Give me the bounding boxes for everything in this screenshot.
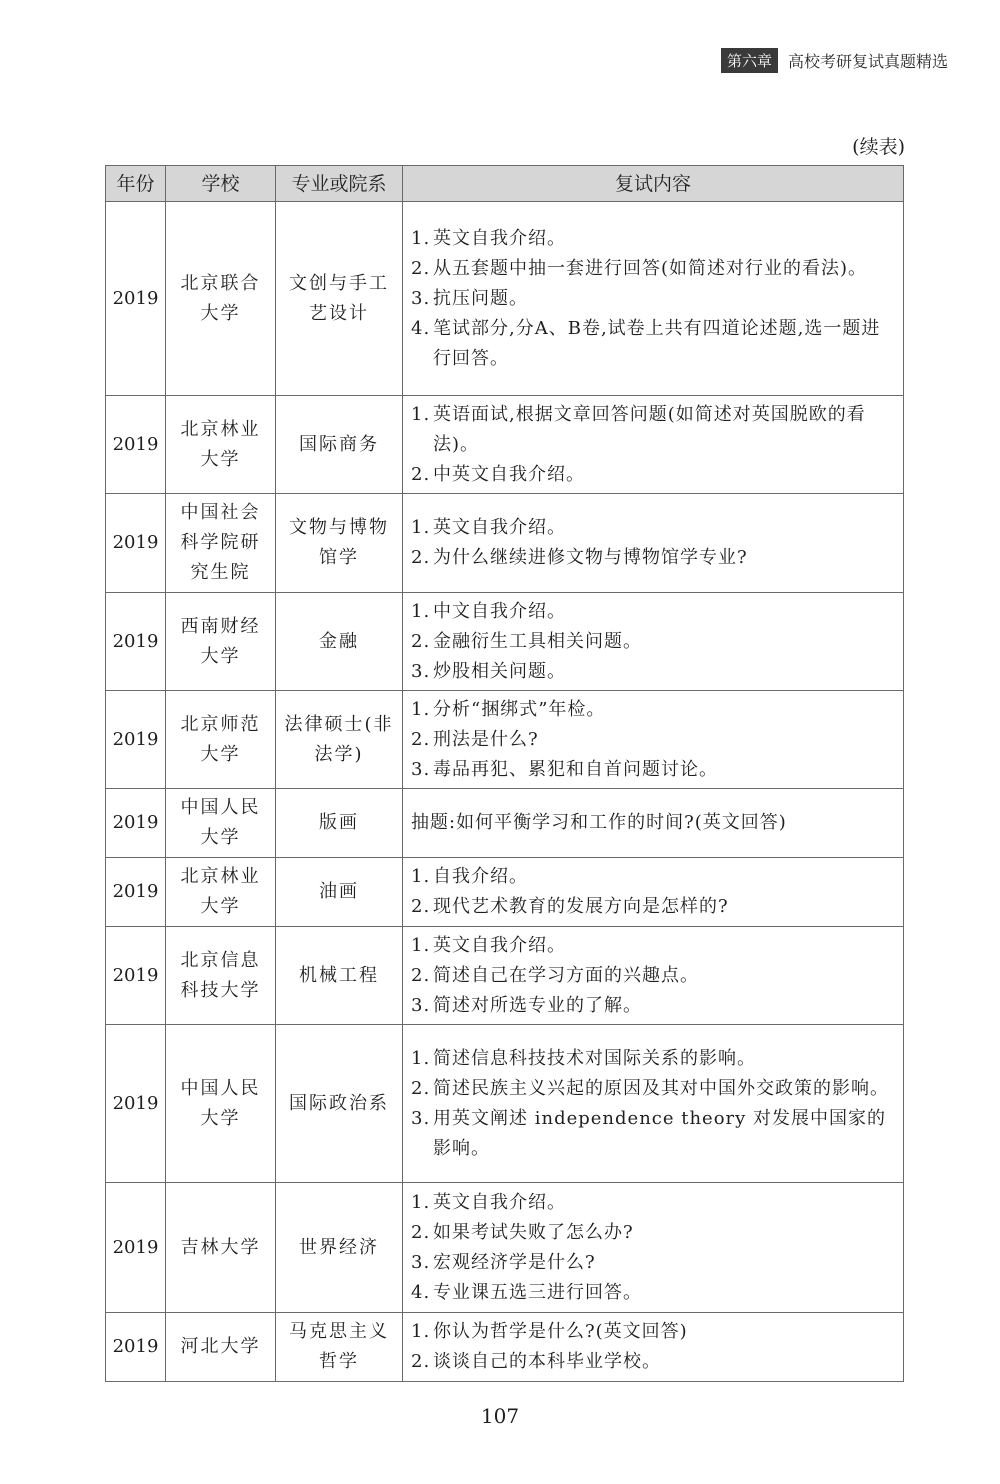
content-item	[411, 961, 895, 991]
year-cell: 2019	[106, 593, 166, 691]
item-number: 4.	[411, 1281, 431, 1303]
content-item	[411, 400, 895, 460]
year-cell: 2019	[106, 858, 166, 927]
table-row	[106, 858, 904, 927]
item-number: 1.	[411, 1191, 431, 1213]
major-cell: 机械工程	[276, 927, 403, 1025]
major-cell: 版画	[276, 789, 403, 858]
item-number: 4.	[411, 317, 431, 339]
item-text: 简述对所选专业的了解。	[433, 994, 642, 1016]
school-cell: 中国社会科学院研究生院	[166, 494, 276, 593]
content-cell	[403, 1025, 904, 1183]
table-row	[106, 494, 904, 593]
content-cell	[403, 858, 904, 927]
column-header-content: 复试内容	[403, 166, 904, 202]
content-item	[411, 314, 895, 374]
content-item	[411, 1278, 895, 1308]
item-text: 英文自我介绍。	[433, 934, 566, 956]
table-row	[106, 927, 904, 1025]
school-cell: 西南财经大学	[166, 593, 276, 691]
year-cell: 2019	[106, 1313, 166, 1382]
school-cell: 北京师范大学	[166, 691, 276, 789]
item-number: 1.	[411, 698, 431, 720]
item-number: 2.	[411, 1351, 431, 1372]
item-number: 3.	[411, 1251, 431, 1273]
content-cell	[403, 691, 904, 789]
major-cell: 金融	[276, 593, 403, 691]
year-cell: 2019	[106, 1183, 166, 1313]
header-title: 高校考研复试真题精选	[787, 52, 948, 71]
item-number: 3.	[411, 994, 431, 1016]
table-row	[106, 789, 904, 858]
content-item	[411, 627, 895, 657]
item-number: 2.	[411, 547, 431, 568]
column-header-year: 年份	[106, 166, 166, 202]
item-number: 1.	[411, 866, 431, 887]
year-cell: 2019	[106, 691, 166, 789]
item-number: 2.	[411, 1221, 431, 1243]
item-number: 3.	[411, 660, 431, 682]
content-cell	[403, 396, 904, 494]
content-item	[411, 284, 895, 314]
item-number: 2.	[411, 1077, 431, 1099]
content-cell	[403, 593, 904, 691]
item-number: 1.	[411, 517, 431, 538]
item-number: 2.	[411, 257, 431, 279]
item-number: 2.	[411, 896, 431, 917]
content-item	[411, 862, 895, 892]
content-item	[411, 513, 895, 543]
content-item	[411, 1347, 895, 1377]
item-text: 宏观经济学是什么?	[433, 1251, 596, 1273]
item-text: 专业课五选三进行回答。	[433, 1281, 642, 1303]
year-cell: 2019	[106, 494, 166, 593]
item-text: 刑法是什么?	[433, 728, 539, 750]
table-header-row	[106, 166, 904, 202]
major-cell: 国际政治系	[276, 1025, 403, 1183]
content-cell	[403, 1313, 904, 1382]
item-text: 中英文自我介绍。	[433, 463, 585, 485]
content-item	[411, 1044, 895, 1074]
major-cell: 文物与博物馆学	[276, 494, 403, 593]
item-text: 为什么继续进修文物与博物馆学专业?	[433, 547, 748, 568]
school-cell: 中国人民大学	[166, 1025, 276, 1183]
column-header-school: 学校	[166, 166, 276, 202]
content-item	[411, 1104, 895, 1164]
item-text: 从五套题中抽一套进行回答(如简述对行业的看法)。	[433, 257, 868, 279]
major-cell: 油画	[276, 858, 403, 927]
year-cell: 2019	[106, 927, 166, 1025]
item-text: 英文自我介绍。	[433, 517, 566, 538]
page-number: 107	[480, 1404, 520, 1428]
column-header-major: 专业或院系	[276, 166, 403, 202]
item-text: 炒股相关问题。	[433, 660, 566, 682]
content-item	[411, 597, 895, 627]
content-cell	[403, 789, 904, 858]
content-cell	[403, 202, 904, 396]
table-row	[106, 1025, 904, 1183]
year-cell: 2019	[106, 396, 166, 494]
major-cell: 马克思主义哲学	[276, 1313, 403, 1382]
content-item	[411, 543, 895, 573]
content-item	[411, 1188, 895, 1218]
year-cell: 2019	[106, 789, 166, 858]
item-text: 英语面试,根据文章回答问题(如简述对英国脱欧的看法)。	[433, 403, 866, 455]
item-number: 1.	[411, 934, 431, 956]
content-item	[411, 725, 895, 755]
exam-table	[105, 165, 904, 1382]
item-text: 如果考试失败了怎么办?	[433, 1221, 634, 1243]
running-header	[721, 48, 948, 73]
table-row	[106, 593, 904, 691]
content-item	[411, 1317, 895, 1347]
item-text: 自我介绍。	[433, 866, 528, 887]
item-text: 你认为哲学是什么?(英文回答)	[433, 1321, 688, 1342]
item-text: 中文自我介绍。	[433, 600, 566, 622]
table-row	[106, 396, 904, 494]
item-text: 谈谈自己的本科毕业学校。	[433, 1351, 661, 1372]
item-text: 用英文阐述 independence theory 对发展中国家的影响。	[433, 1107, 887, 1159]
content-item	[411, 657, 895, 687]
content-text: 抽题:如何平衡学习和工作的时间?(英文回答)	[411, 812, 787, 833]
school-cell: 北京林业大学	[166, 858, 276, 927]
content-cell	[403, 927, 904, 1025]
item-text: 毒品再犯、累犯和自首问题讨论。	[433, 758, 718, 780]
school-cell: 北京信息科技大学	[166, 927, 276, 1025]
major-cell: 国际商务	[276, 396, 403, 494]
chapter-badge: 第六章	[721, 48, 778, 73]
table-row	[106, 691, 904, 789]
year-cell: 2019	[106, 1025, 166, 1183]
content-item	[411, 755, 895, 785]
item-text: 英文自我介绍。	[433, 227, 566, 249]
content-item	[411, 1218, 895, 1248]
content-item	[411, 695, 895, 725]
item-text: 笔试部分,分A、B卷,试卷上共有四道论述题,选一题进行回答。	[433, 317, 881, 369]
item-number: 3.	[411, 758, 431, 780]
item-number: 2.	[411, 728, 431, 750]
item-number: 1.	[411, 600, 431, 622]
item-number: 1.	[411, 1047, 431, 1069]
item-text: 简述信息科技技术对国际关系的影响。	[433, 1047, 756, 1069]
table-row	[106, 1313, 904, 1382]
item-number: 2.	[411, 630, 431, 652]
item-text: 金融衍生工具相关问题。	[433, 630, 642, 652]
school-cell: 吉林大学	[166, 1183, 276, 1313]
content-item	[411, 991, 895, 1021]
school-cell: 北京林业大学	[166, 396, 276, 494]
school-cell: 北京联合大学	[166, 202, 276, 396]
table-row	[106, 1183, 904, 1313]
table-row	[106, 202, 904, 396]
content-item	[411, 1248, 895, 1278]
item-text: 抗压问题。	[433, 287, 528, 309]
item-number: 1.	[411, 403, 431, 425]
item-number: 3.	[411, 287, 431, 309]
major-cell: 文创与手工艺设计	[276, 202, 403, 396]
school-cell: 中国人民大学	[166, 789, 276, 858]
continued-label: (续表)	[852, 136, 905, 158]
item-number: 1.	[411, 227, 431, 249]
item-text: 英文自我介绍。	[433, 1191, 566, 1213]
content-item	[411, 1074, 895, 1104]
item-number: 1.	[411, 1321, 431, 1342]
item-text: 简述自己在学习方面的兴趣点。	[433, 964, 699, 986]
content-item	[411, 460, 895, 490]
content-cell	[403, 1183, 904, 1313]
year-cell: 2019	[106, 202, 166, 396]
school-cell: 河北大学	[166, 1313, 276, 1382]
item-number: 2.	[411, 964, 431, 986]
content-item	[411, 254, 895, 284]
item-number: 2.	[411, 463, 431, 485]
content-item	[411, 224, 895, 254]
item-text: 现代艺术教育的发展方向是怎样的?	[433, 896, 729, 917]
content-cell	[403, 494, 904, 593]
item-text: 分析“捆绑式”年检。	[433, 698, 606, 720]
major-cell: 世界经济	[276, 1183, 403, 1313]
content-item	[411, 931, 895, 961]
content-item	[411, 892, 895, 922]
item-text: 简述民族主义兴起的原因及其对中国外交政策的影响。	[433, 1077, 889, 1099]
major-cell: 法律硕士(非法学)	[276, 691, 403, 789]
item-number: 3.	[411, 1107, 431, 1129]
